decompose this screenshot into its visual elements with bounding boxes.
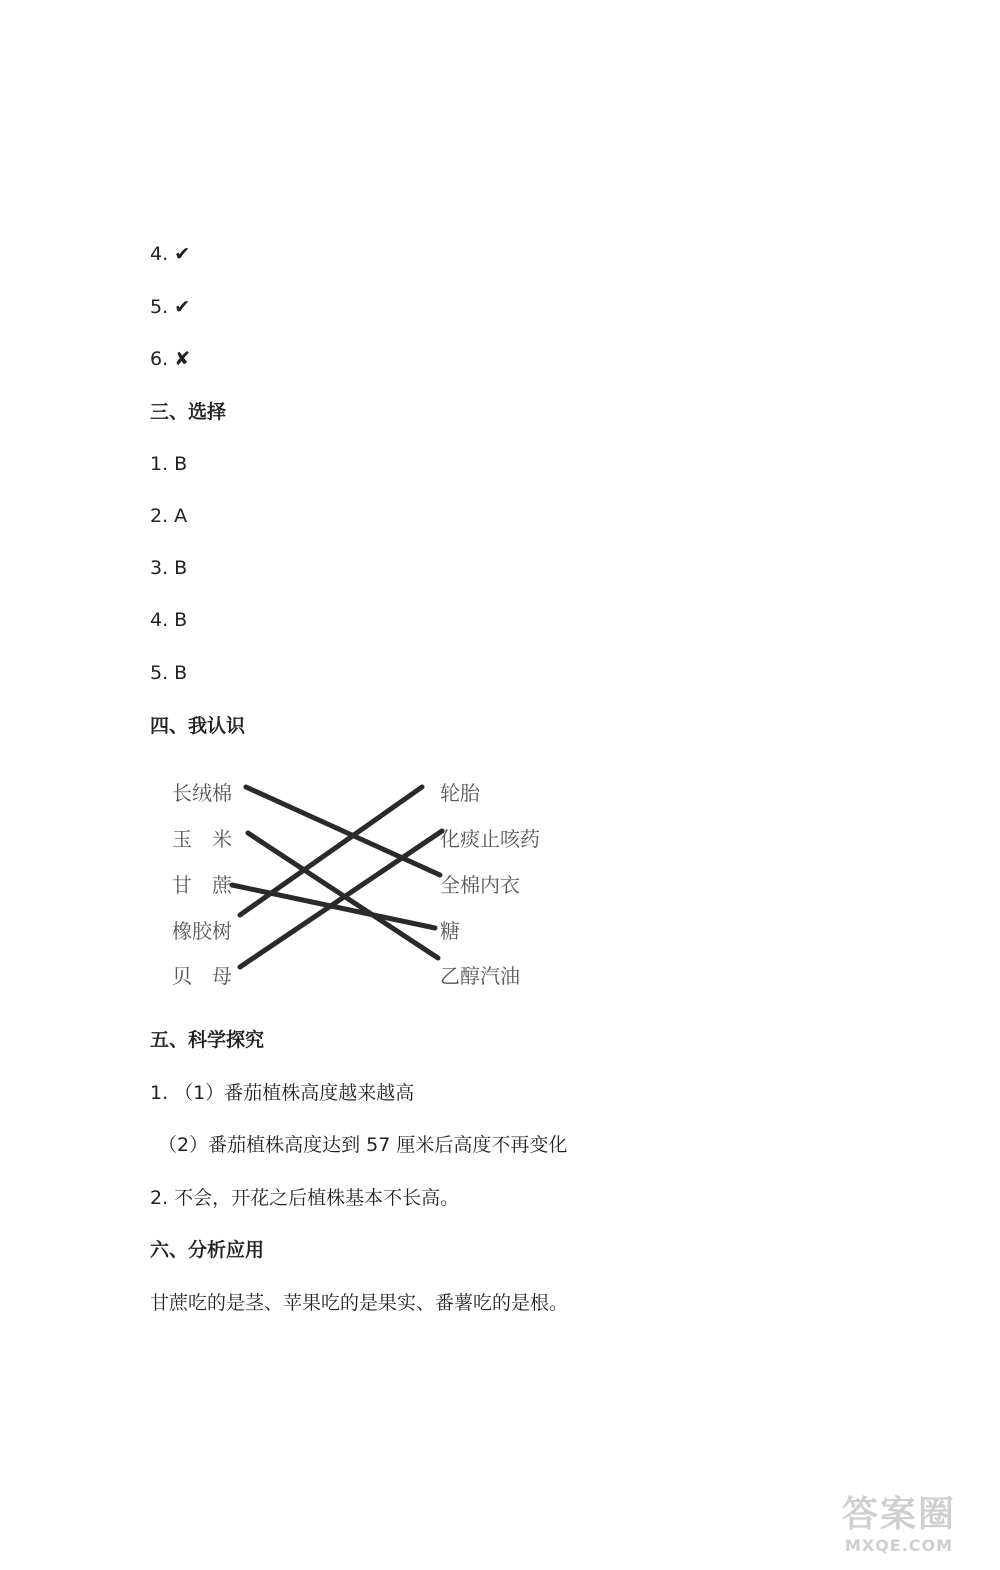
choice-answer-4: 4. B <box>150 609 188 631</box>
judge-item-4 <box>150 242 190 266</box>
judge-number: 6. <box>150 348 169 370</box>
watermark-logo: 答案圈 <box>841 1494 956 1535</box>
choice-answer-1: 1. B <box>150 453 188 475</box>
left-word: 玉 米 <box>172 827 232 851</box>
left-word: 橡胶树 <box>172 919 232 943</box>
inquiry-answer-1-2: （2）番茄植株高度达到 57 厘米后高度不再变化 <box>158 1134 568 1156</box>
judge-item-6 <box>150 347 190 371</box>
match-line-4 <box>240 787 422 915</box>
right-word: 全棉内衣 <box>440 873 520 897</box>
judge-item-5 <box>150 295 190 319</box>
choice-answer-3: 3. B <box>150 557 188 579</box>
inquiry-answer-1-1: 1. （1）番茄植株高度越来越高 <box>150 1082 415 1104</box>
section-6-title: 六、分析应用 <box>150 1239 265 1261</box>
matching-lines <box>160 765 560 990</box>
section-3-title: 三、选择 <box>150 401 227 423</box>
watermark-url: MXQE.COM <box>844 1536 954 1555</box>
section-4-title: 四、我认识 <box>150 715 246 737</box>
section-5-title: 五、科学探究 <box>150 1029 265 1051</box>
check-icon: ✔ <box>174 296 191 318</box>
right-word: 乙醇汽油 <box>440 964 520 988</box>
left-word: 甘 蔗 <box>172 873 232 897</box>
judge-number: 5. <box>150 296 169 318</box>
matching-diagram <box>160 765 560 990</box>
choice-answer-5: 5. B <box>150 662 188 684</box>
check-icon: ✔ <box>174 243 191 265</box>
left-word: 贝 母 <box>172 964 232 988</box>
right-word: 轮胎 <box>440 781 480 805</box>
right-word: 糖 <box>440 919 460 943</box>
match-line-1 <box>246 787 440 875</box>
analysis-answer: 甘蔗吃的是茎、苹果吃的是果实、番薯吃的是根。 <box>150 1292 569 1314</box>
right-word: 化痰止咳药 <box>440 827 540 851</box>
site-watermark <box>824 1494 974 1560</box>
inquiry-answer-2: 2. 不会，开花之后植株基本不长高。 <box>150 1187 460 1209</box>
choice-answer-2: 2. A <box>150 505 188 527</box>
match-line-5 <box>240 831 442 967</box>
judge-number: 4. <box>150 243 169 265</box>
left-word: 长绒棉 <box>172 781 232 805</box>
cross-icon: ✘ <box>174 348 191 370</box>
